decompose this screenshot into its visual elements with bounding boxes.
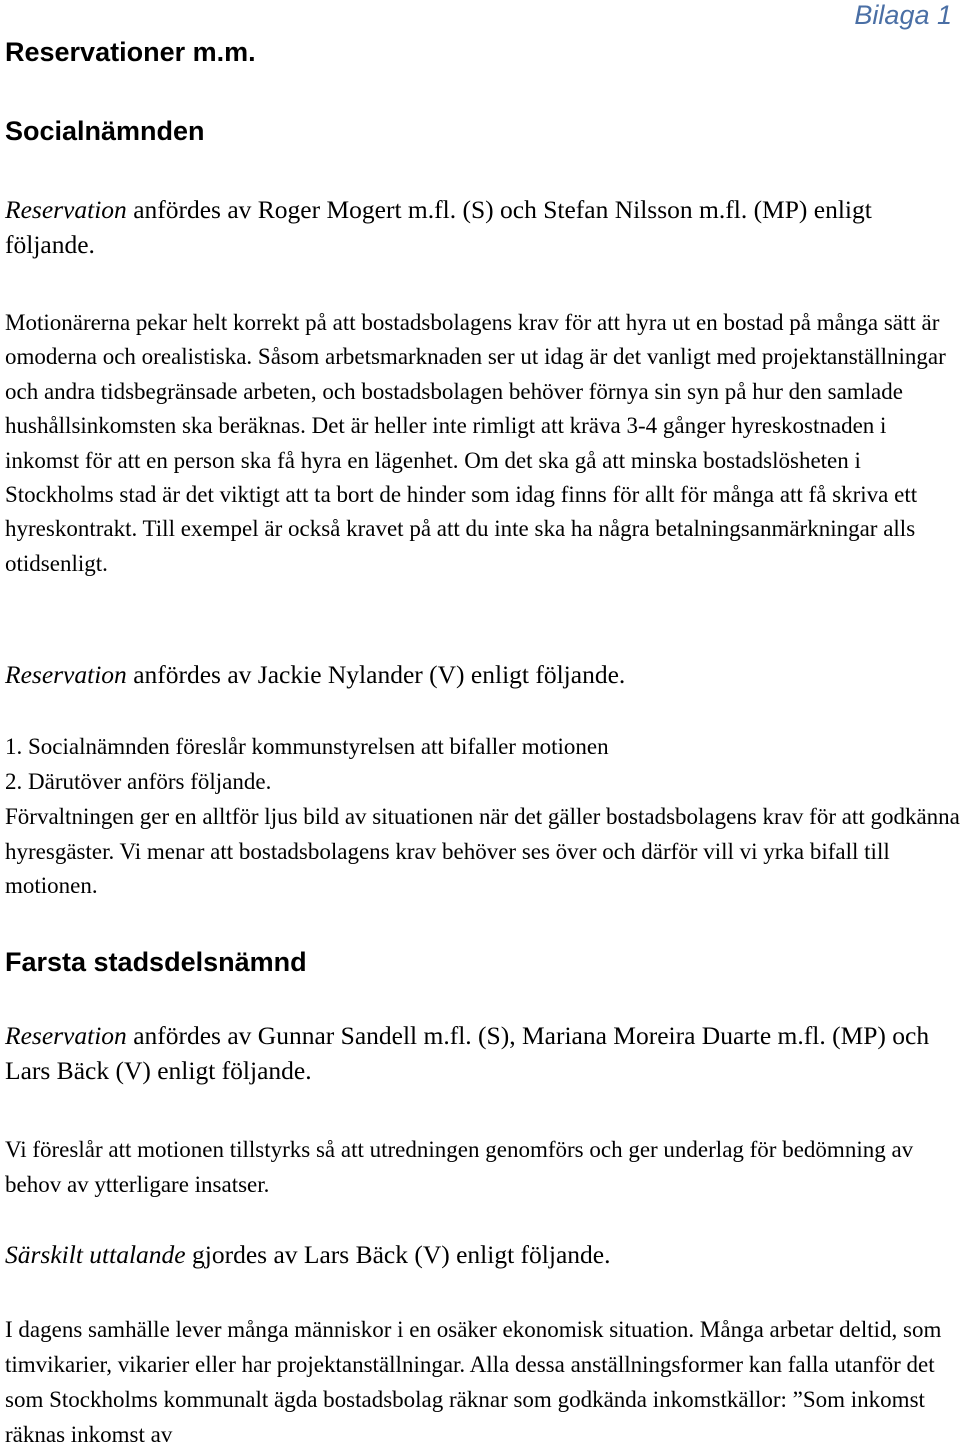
- section-heading-farsta: Farsta stadsdelsnämnd: [5, 947, 307, 977]
- reservation-label: Reservation: [5, 195, 127, 224]
- statement-text: gjordes av Lars Bäck (V) enligt följande.: [185, 1240, 611, 1269]
- body-paragraph: Förvaltningen ger en alltför ljus bild av situationen när det gäller bostadsbolagens krav för att godkänna hyresgäster. Vi menar att bostadsbolagens krav behöver ses över och därför vill vi yrka bifall till motionen.: [5, 804, 960, 899]
- section-heading-socialnamnden: Socialnämnden: [5, 116, 205, 146]
- reservation-intro: [5, 1018, 960, 1088]
- reservation-text: anfördes av Roger Mogert m.fl. (S) och Stefan Nilsson m.fl. (MP) enligt följande.: [5, 195, 872, 259]
- reservation-label: Reservation: [5, 1021, 127, 1050]
- statement-label: Särskilt uttalande: [5, 1240, 186, 1269]
- reservation-label: Reservation: [5, 660, 127, 689]
- statement-intro: [5, 1237, 960, 1272]
- body-paragraph: Motionärerna pekar helt korrekt på att bostadsbolagens krav för att hyra ut en bostad på många sätt är omoderna och orealistiska. Såsom arbetsmarknaden ser ut idag är det vanligt med projektanställningar och andra tidsbegränsade arbeten, och bostadsbolagen behöver förnya sin syn på hur den samlade hushållsinkomsten ska beräknas. Det är heller inte rimligt att kräva 3-4 gånger hyreskostnaden i inkomst för att en person ska få hyra en lägenhet. Om det ska gå att minska bostadslösheten i Stockholms stad är det viktigt att ta bort de hinder som idag finns för allt för många att få skriva ett hyreskontrakt. Till exempel är också kravet på att du inte ska ha några betalningsanmärkningar alls otidsenligt.: [5, 310, 946, 576]
- reservation-text: anfördes av Jackie Nylander (V) enligt följande.: [126, 660, 626, 689]
- reservation-intro: [5, 192, 960, 262]
- body-paragraph: I dagens samhälle lever många människor i en osäker ekonomisk situation. Många arbetar deltid, som timvikarier, vikarier eller har projektanställningar. Alla dessa anställningsformer kan falla utanför det som Stockholms kommunalt ägda bostadsbolag räknar som godkända inkomstkällor: ”Som inkomst räknas inkomst av: [5, 1317, 942, 1447]
- list-item-2: 2. Därutöver anförs följande.: [5, 769, 272, 794]
- reservation-text: anfördes av Gunnar Sandell m.fl. (S), Mariana Moreira Duarte m.fl. (MP) och Lars Bäck (V) enligt följande.: [5, 1021, 930, 1085]
- document-title: Reservationer m.m.: [5, 37, 256, 67]
- body-paragraph: Vi föreslår att motionen tillstyrks så att utredningen genomförs och ger underlag för bedömning av behov av ytterligare insatser.: [5, 1137, 914, 1197]
- attachment-label: Bilaga 1: [854, 0, 952, 30]
- reservation-intro: [5, 657, 960, 692]
- list-item-1: 1. Socialnämnden föreslår kommunstyrelsen att bifaller motionen: [5, 734, 609, 759]
